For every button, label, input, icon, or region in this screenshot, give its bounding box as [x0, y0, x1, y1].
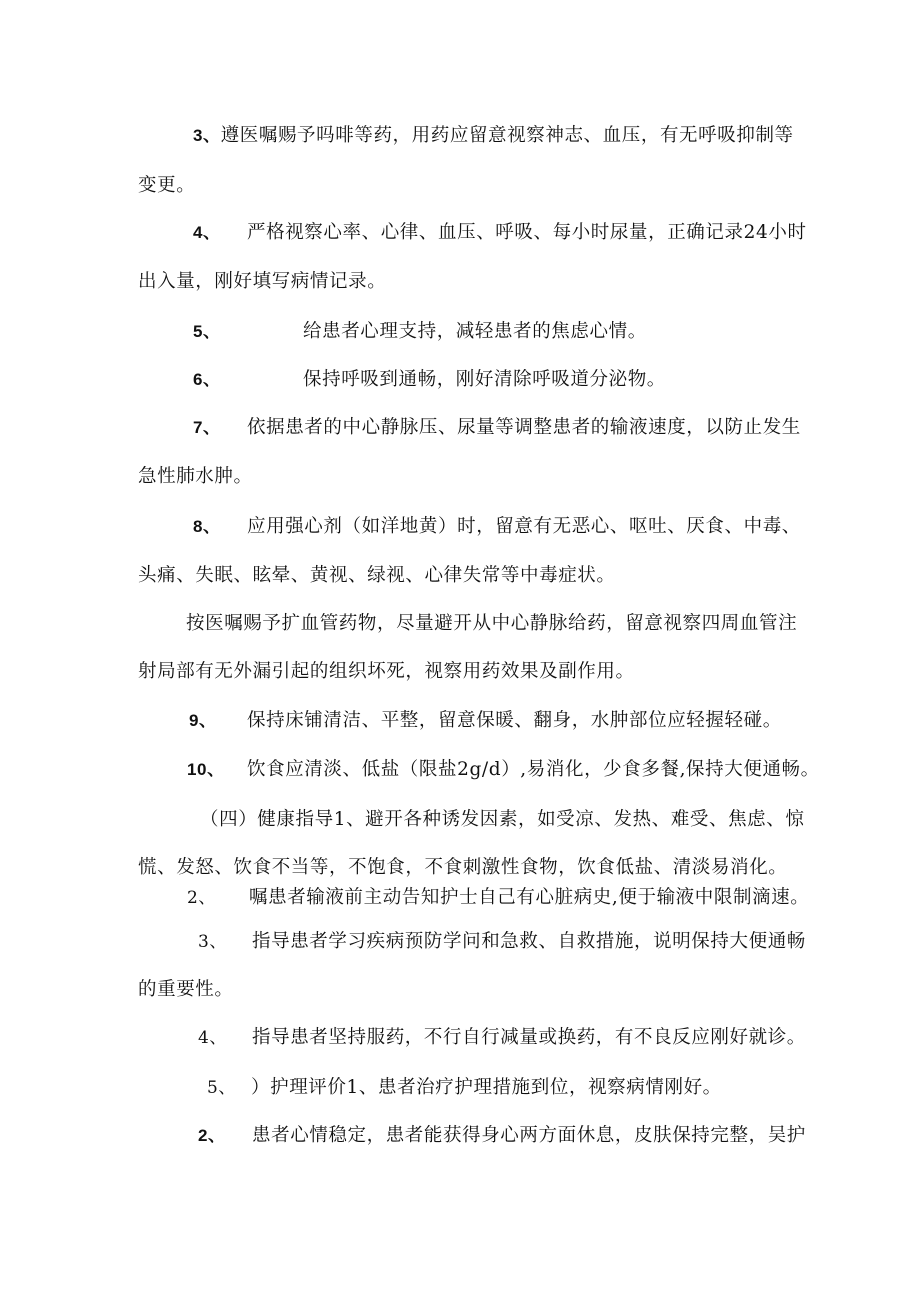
line-text: 严格视察心率、心律、血压、呼吸、每小时尿量，正确记录24小时: [247, 222, 807, 243]
paragraph-line: [193, 124, 794, 148]
paragraph-line: [138, 978, 234, 1002]
line-text: 给患者心理支持，减轻患者的焦虑心情。: [303, 321, 647, 342]
line-text: 指导患者学习疾病预防学问和急救、自救措施，说明保持大便通畅: [252, 931, 806, 952]
line-text: ）护理评价1、患者治疗护理措施到位，视察病情刚好。: [251, 1077, 722, 1098]
item-number: 8、: [193, 517, 221, 536]
paragraph-line: [138, 174, 195, 198]
line-text: 保持床铺清洁、平整，留意保暖、翻身，水肿部位应轻握轻碰。: [247, 710, 782, 731]
paragraph-line: [193, 368, 666, 392]
paragraph-line: [187, 758, 820, 782]
item-number: 7、: [193, 418, 221, 437]
line-text: 嘱患者输液前主动告知护士自己有心脏病史,便于输液中限制滴速。: [249, 887, 810, 908]
paragraph-line: [193, 320, 647, 344]
item-number: 2、: [187, 888, 217, 908]
paragraph-line: [138, 856, 787, 880]
item-number: 3、: [193, 126, 221, 145]
line-text: 变更。: [138, 175, 196, 196]
line-text: 慌、发怒、饮食不当等，不饱食，不食刺激性食物，饮食低盐、清淡易消化。: [138, 857, 788, 878]
line-text: 射局部有无外漏引起的组织坏死，视察用药效果及副作用。: [138, 661, 635, 682]
item-number: 4、: [193, 223, 221, 242]
line-text: 患者心情稳定，患者能获得身心两方面休息，皮肤保持完整，吴护: [252, 1125, 806, 1146]
line-text: 出入量，刚好填写病情记录。: [138, 271, 387, 292]
item-number: 9、: [189, 711, 217, 730]
item-number: 5、: [193, 322, 221, 341]
line-text: 按医嘱赐予扩血管药物，尽量避开从中心静脉给药，留意视察四周血管注: [186, 613, 798, 634]
line-text: 依据患者的中心静脉压、尿量等调整患者的输液速度，以防止发生: [247, 417, 801, 438]
paragraph-line: [200, 808, 804, 832]
paragraph-line: [193, 515, 801, 539]
paragraph-line: [193, 416, 801, 440]
line-text: 应用强心剂（如洋地黄）时，留意有无恶心、呕吐、厌食、中毒、: [247, 516, 801, 537]
item-number: 10、: [187, 760, 225, 779]
paragraph-line: [198, 1026, 806, 1050]
line-text: 头痛、失眠、眩晕、黄视、绿视、心律失常等中毒症状。: [138, 565, 616, 586]
item-number: 6、: [193, 370, 221, 389]
line-text: 的重要性。: [138, 979, 234, 1000]
paragraph-line: [198, 930, 806, 954]
paragraph-line: [138, 564, 616, 588]
paragraph-line: [138, 660, 635, 684]
paragraph-line: [138, 270, 386, 294]
line-text: （四）健康指导1、避开各种诱发因素，如受凉、发热、难受、焦虑、惊: [200, 809, 805, 830]
paragraph-line: [193, 221, 807, 245]
paragraph-line: [138, 465, 253, 489]
item-number: 2、: [198, 1126, 226, 1145]
paragraph-line: [189, 709, 782, 733]
line-text: 指导患者坚持服药，不行自行减量或换药，有不良反应刚好就诊。: [252, 1027, 806, 1048]
line-text: 遵医嘱赐予吗啡等药，用药应留意视察神志、血压，有无呼吸抑制等: [220, 125, 794, 146]
paragraph-line: [186, 612, 797, 636]
item-number: 5、: [207, 1078, 237, 1098]
paragraph-line: [198, 1124, 806, 1148]
paragraph-line: [187, 886, 809, 910]
item-number: 4、: [198, 1028, 228, 1048]
line-text: 饮食应清淡、低盐（限盐2g/d）,易消化，少食多餐,保持大便通畅。: [247, 759, 820, 780]
line-text: 急性肺水肿。: [138, 466, 253, 487]
item-number: 3、: [198, 932, 228, 952]
paragraph-line: [207, 1076, 722, 1100]
line-text: 保持呼吸到通畅，刚好清除呼吸道分泌物。: [303, 369, 666, 390]
